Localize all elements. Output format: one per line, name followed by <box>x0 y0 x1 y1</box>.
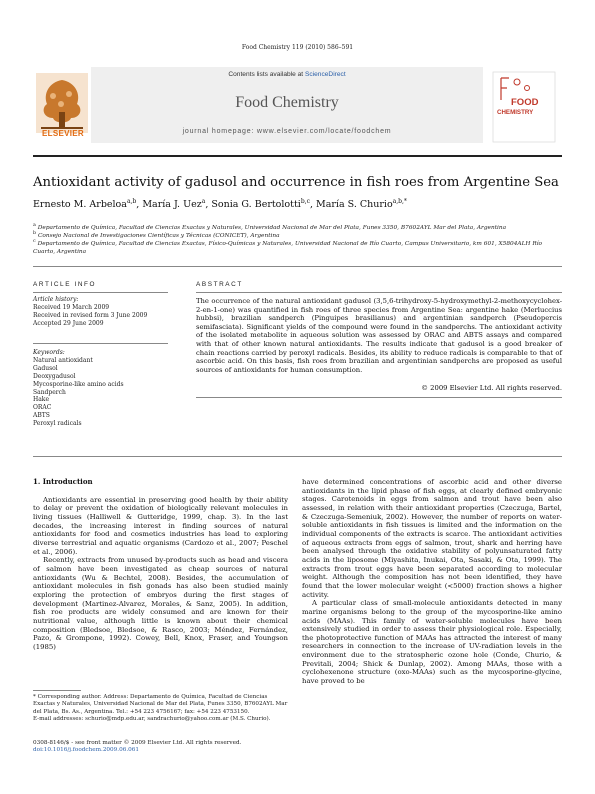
author-affil-marker: a,b <box>126 198 137 205</box>
section-heading: 1. Introduction <box>33 477 93 486</box>
info-divider <box>33 343 168 344</box>
contents-prefix: Contents lists available at <box>228 71 304 78</box>
keyword: Gadusol <box>33 364 58 372</box>
elsevier-tree-icon <box>35 72 89 134</box>
keyword: Sandperch <box>33 388 66 396</box>
cover-word-chemistry: CHEMISTRY <box>497 109 534 116</box>
author-affil-marker: a,b,* <box>392 198 407 205</box>
author: Ernesto M. Arbeloa <box>33 199 127 211</box>
paragraph: Antioxidants are essential in preserving good health by their ability to delay or prevent the oxidation of biologically relevant molecules in living tissues (Halliwell & Gutteridge, 1999, chap. 3). In the last decades, the increasing interest in finding sources of natural antioxidants for food and cosmetics industries has lead to exploring diverse terrestrial and aquatic organisms (Cardozo et al., 2007; Peschel et al., 2006). <box>33 495 288 556</box>
article-history <box>33 296 168 328</box>
journal-title: Food Chemistry <box>235 94 339 111</box>
affil-text: Departamento de Química, Facultad de Ciencias Exactas y Naturales, Universidad Nacional de Mar del Plata, Funes 3350, B7602AYL Mar del Plata, Argentina <box>37 224 507 231</box>
author: María J. Uez <box>142 199 202 211</box>
header-divider <box>33 155 562 157</box>
article-info-heading: ARTICLE INFO <box>33 281 97 288</box>
paragraph: have determined concentrations of ascorbic acid and other diverse antioxidants in the lipid phase of fish eggs, at clearly defined embryonic stages. Carotenoids in eggs from salmon and trout have been also assessed, in relation with their antioxidant properties (Czeczuga, Bartel, & Czeczuga-Semeniuk, 2002). However, the number of reports on water-soluble antioxidants in fish tissues is limited and the information on the individual components of the extracts is scarce. The antioxidant activities of aqueous extracts from eggs of salmon, trout, shark and herring have been analysed through the oxidative stability of polyunsaturated fatty acids in the liposome (Miyashita, Inukai, Ota, Sasaki, & Ota, 1999). The extracts from trout eggs have been separated according to molecular weight. Although the composition has not been identified, they have found that the lower molecular weight (<5000) fraction shows a higher activity. <box>302 478 562 599</box>
keyword: Natural antioxidant <box>33 356 93 364</box>
paragraph: Recently, extracts from unused by-products such as head and viscera of salmon have been investigated as cheap sources of natural antioxidants (Wu & Bechtel, 2008). Besides, the accumulation of antioxidant molecules in fish gonads has also been studied mainly exploring the protection of embryos during the first stages of development (Martinez-Alvarez, Morales, & Sanz, 2005). In addition, fish roe products are widely consumed and are known for their nutritional value, although little is known about their chemical composition (Bledsoe, Bledsoe, & Rasco, 2003; Méndez, Fernández, Pazo, & Grompone, 1992). Cowey, Bell, Knox, Fraser, and Youngson (1985) <box>33 556 288 651</box>
section-divider <box>33 456 562 457</box>
history-item: Received 19 March 2009 <box>33 303 110 311</box>
publisher-logo-text: ELSEVIER <box>42 129 84 138</box>
abstract-divider <box>196 397 562 398</box>
affil-text: Consejo Nacional de Investigaciones Científicas y Técnicas (CONICET), Argentina <box>37 232 280 239</box>
section-divider <box>33 266 562 267</box>
right-column <box>302 478 562 686</box>
footnote-rule <box>33 690 81 691</box>
journal-homepage[interactable]: journal homepage: www.elsevier.com/locate/foodchem <box>182 128 392 135</box>
abstract-heading: ABSTRACT <box>196 281 243 288</box>
paragraph: A particular class of small-molecule antioxidants detected in many marine organisms belong to the group of the mycosporine-like amino acids (MAAs). This family of water-soluble molecules have been extensively studied in order to assess their physiological role. Especially, the photoprotective function of MAAs has attracted the interest of many researchers in connection to the increase of UV-radiation levels in the environment due to the stratospheric ozone hole (Conde, Churio, & Previtali, 2004; Shick & Dunlap, 2002). Among MAAs, those with a cyclohexenone structure (oxo-MAAs) such as the mycosporine-glycine, have proved to be <box>302 599 562 686</box>
author: María S. Churio <box>316 199 393 211</box>
author-list: Ernesto M. Arbeloa$^{a,b}$, María J. Uez$^a$, Sonia G. Bertolotti$^{b,c}$, María S. Churio$^{a,b,*}$ <box>33 198 407 211</box>
author-affil-marker: a <box>201 198 206 205</box>
keyword: ORAC <box>33 404 52 412</box>
cover-word-food: FOOD <box>511 97 539 108</box>
abstract-divider <box>196 292 562 293</box>
affil-text: Departamento de Química, Facultad de Ciencias Exactas, Físico-Químicas y Naturales, Universidad Nacional de Río Cuarto, Campus Universitario, km 601, X5804ALH Río Cuarto, Argentina <box>33 240 543 255</box>
author: Sonia G. Bertolotti <box>211 199 301 211</box>
email-note[interactable]: E-mail addresses: schurio@mdp.edu.ar, sandrachurio@yahoo.com.ar (M.S. Churio). <box>33 716 271 723</box>
abstract-text: The occurrence of the natural antioxidant gadusol (3,5,6-trihydroxy-5-hydroxymethyl-2-methoxycyclohex-2-en-1-one) was quantified in fish roes of three species from Argentine Sea: argentine hake (Merluccius hubbsi), brazilian sandperch (Pinguipes brasilianus) and argentinian sandperch (Pseudopercis semifasciata). Significant yields of the compound were found in the sandperchs. The antioxidant activity of the isolated metabolite in aqueous solution was assessed by ORAC and ABTS assays and compared with that of other known natural antioxidants. The results indicate that gadusol is a good breaker of chain reactions carried by peroxyl radicals. Besides, its ability to reduce radicals is comparable to that of ascorbic acid. On this basis, fish roes from brazilian and argentinian sandperchs are proposed as useful sources of antioxidants for human consumption. <box>196 297 562 374</box>
doi-link[interactable]: doi:10.1016/j.foodchem.2009.06.061 <box>33 747 139 754</box>
affil-symbol: a <box>33 223 36 228</box>
running-head: Food Chemistry 119 (2010) 586–591 <box>241 44 354 51</box>
keywords <box>33 349 168 428</box>
issn-line: 0308-8146/$ - see front matter © 2009 Elsevier Ltd. All rights reserved. <box>33 740 242 746</box>
sciencedirect-link[interactable]: ScienceDirect <box>304 71 346 78</box>
page-footer <box>33 740 313 755</box>
keywords-label: Keywords: <box>33 349 65 356</box>
keyword: Mycosporine-like amino acids <box>33 380 124 388</box>
keyword: ABTS <box>33 412 50 420</box>
left-column <box>33 478 288 651</box>
history-item: Accepted 29 June 2009 <box>33 319 104 327</box>
history-label: Article history: <box>33 296 79 303</box>
journal-banner <box>33 67 562 153</box>
copyright: © 2009 Elsevier Ltd. All rights reserved. <box>421 384 562 392</box>
keyword: Peroxyl radicals <box>33 420 82 428</box>
keyword: Deoxygadusol <box>33 372 76 380</box>
footnote <box>33 694 288 724</box>
contents-line <box>91 71 483 78</box>
affiliation <box>33 238 562 256</box>
affil-symbol: c <box>33 239 36 244</box>
affil-symbol: b <box>33 231 37 236</box>
history-item: Received in revised form 3 June 2009 <box>33 311 148 319</box>
corresponding-author-note: * Corresponding author. Address: Departamento de Química, Facultad de Ciencias Exactas y Naturales, Universidad Nacional de Mar del Plata, Funes 3350, B7602AYL Mar del Plata, Bs. As., Argentina. Tel.: +54 223 4756167; fax: +54 223 4753150. <box>33 694 288 715</box>
author-affil-marker: b,c <box>300 198 310 205</box>
info-divider <box>33 292 168 293</box>
keyword: Hake <box>33 396 49 404</box>
paper-title: Antioxidant activity of gadusol and occurrence in fish roes from Argentine Sea <box>33 175 559 190</box>
